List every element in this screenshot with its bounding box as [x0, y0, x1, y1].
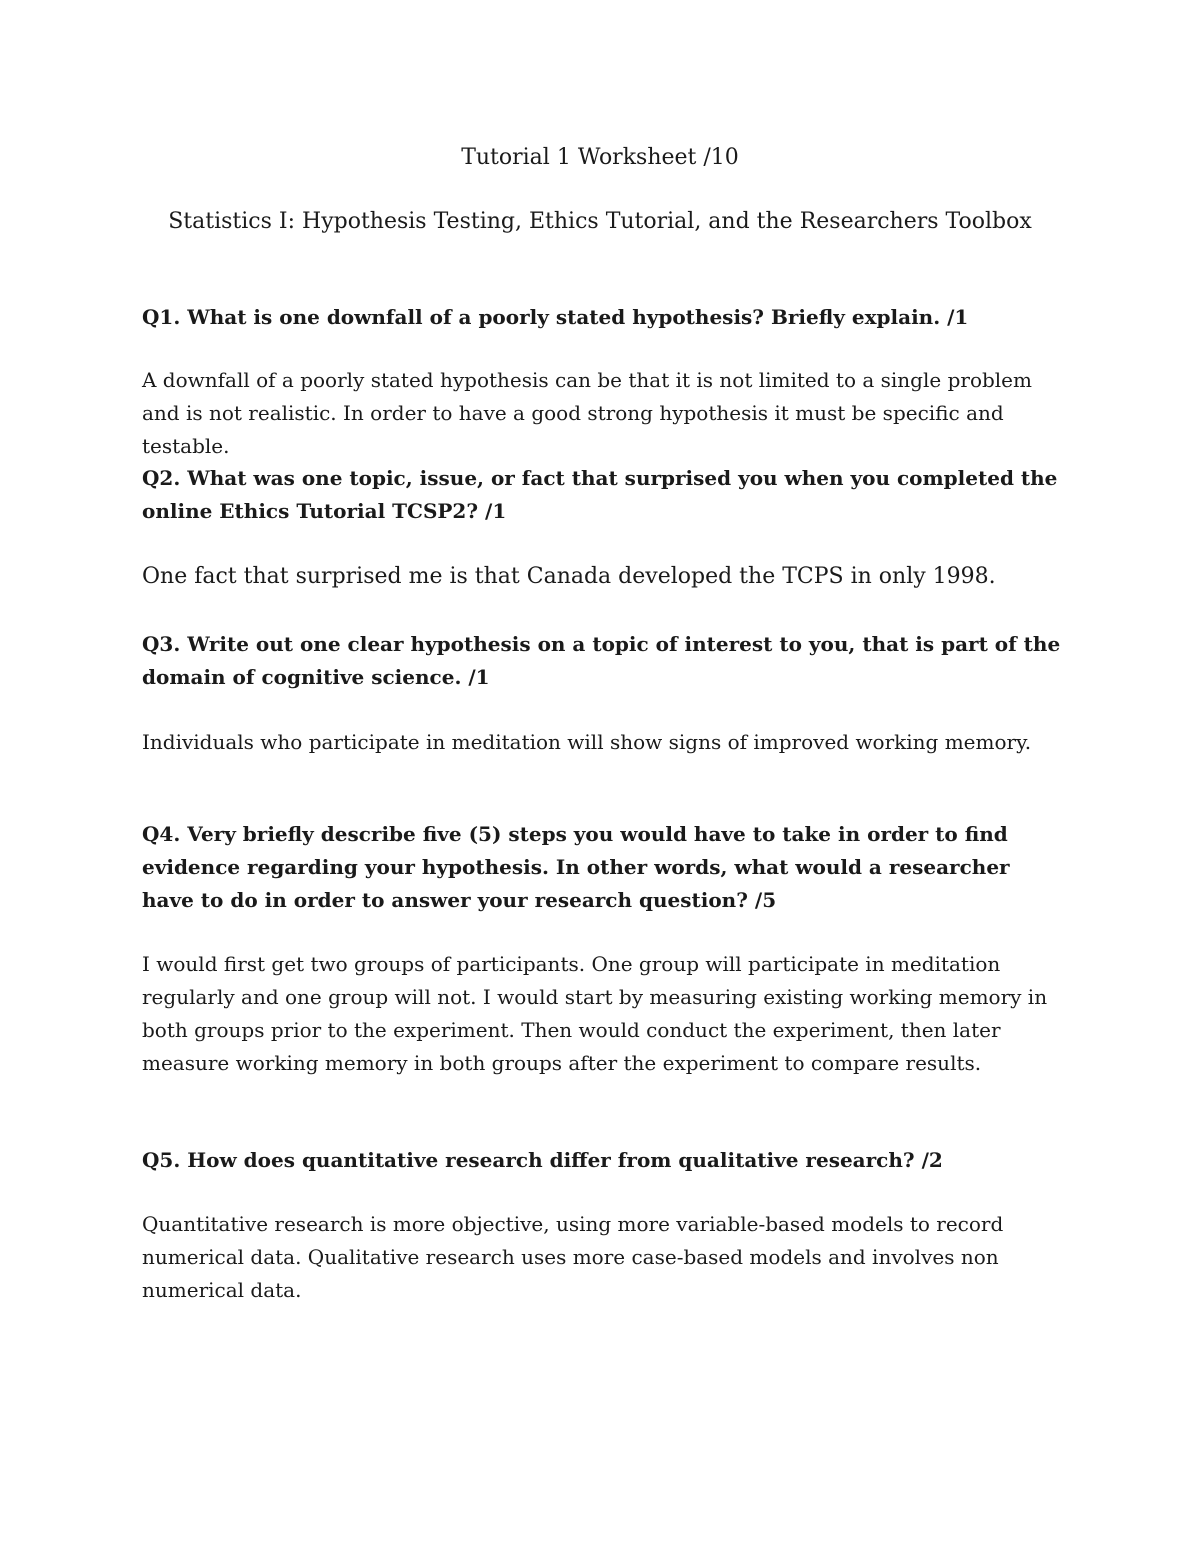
page-subtitle: Statistics I: Hypothesis Testing, Ethics Tutorial, and the Researchers Toolbox	[168, 209, 1032, 234]
answer-5: Quantitative research is more objective, using more variable-based models to record numerical data. Qualitative research uses more case-based models and involves non numerical data.	[142, 1212, 1004, 1302]
question-3: Q3. Write out one clear hypothesis on a topic of interest to you, that is part of the domain of cognitive science. /1	[142, 632, 1061, 689]
answer-3: Individuals who participate in meditation will show signs of improved working memory.	[142, 730, 1032, 754]
question-5: Q5. How does quantitative research differ from qualitative research? /2	[142, 1148, 943, 1172]
answer-2: One fact that surprised me is that Canada developed the TCPS in only 1998.	[142, 564, 996, 589]
answer-4: I would first get two groups of participants. One group will participate in meditation regularly and one group will not. I would start by measuring existing working memory in both groups prior to the experiment. Then would conduct the experiment, then later measure working memory in both groups after the experiment to compare results.	[142, 952, 1048, 1075]
answer-1: A downfall of a poorly stated hypothesis can be that it is not limited to a single problem and is not realistic. In order to have a good strong hypothesis it must be specific and testable.	[142, 368, 1032, 458]
question-1: Q1. What is one downfall of a poorly stated hypothesis? Briefly explain. /1	[142, 305, 969, 329]
question-4: Q4. Very briefly describe five (5) steps you would have to take in order to find evidence regarding your hypothesis. In other words, what would a researcher have to do in order to answer your research question? /5	[142, 822, 1010, 912]
page-title: Tutorial 1 Worksheet /10	[461, 145, 739, 170]
question-2: Q2. What was one topic, issue, or fact that surprised you when you completed the online Ethics Tutorial TCSP2? /1	[142, 466, 1058, 523]
